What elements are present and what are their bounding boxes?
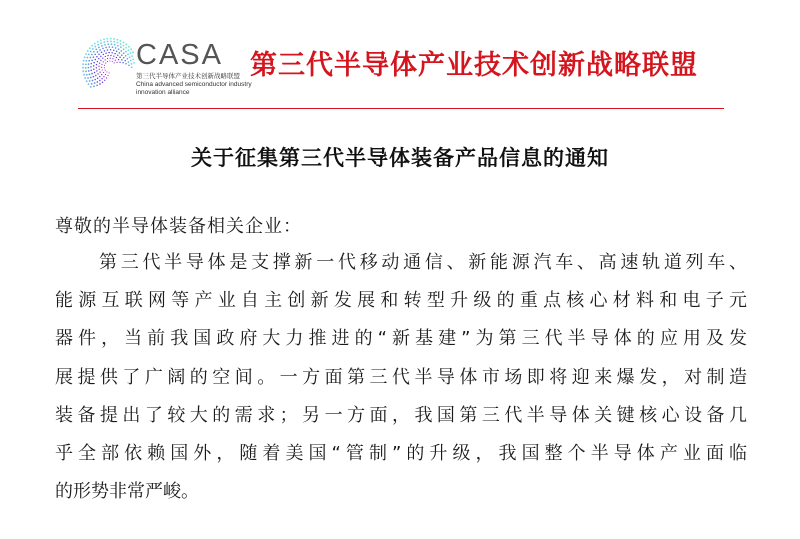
logo-dot [95, 59, 97, 61]
logo-dot [104, 65, 105, 66]
logo-dot [105, 74, 106, 75]
logo-dot [102, 69, 103, 70]
logo-dot [131, 63, 133, 65]
logo-dot [97, 41, 99, 43]
logo-dot [114, 62, 115, 63]
logo-dot [130, 48, 132, 50]
logo-dot [125, 47, 127, 49]
document-title: 关于征集第三代半导体装备产品信息的通知 [191, 146, 609, 170]
logo-dot [87, 50, 89, 52]
logo-dot [111, 43, 113, 45]
logo-dot [99, 71, 100, 72]
logo-dot [105, 53, 106, 54]
logo-dot [96, 67, 97, 68]
logo-dot [91, 59, 93, 61]
logo-dot [132, 51, 134, 53]
logo-dot [108, 52, 109, 53]
logo-dot [98, 54, 100, 56]
logo-dot [103, 72, 104, 73]
logo-dot [120, 40, 122, 42]
logo-dot [87, 77, 89, 79]
logo-dot [93, 65, 95, 67]
logo-dot [130, 60, 132, 62]
logo-dot [119, 62, 120, 63]
logo-dot [90, 63, 92, 65]
body-paragraph [55, 248, 747, 515]
logo-dot [85, 67, 87, 69]
logo-dot [93, 62, 95, 64]
logo-dot [97, 44, 99, 46]
logo-dot [97, 51, 99, 53]
logo-dot [93, 51, 95, 53]
logo-dot [96, 56, 98, 58]
logo-dot [101, 74, 102, 75]
logo-dot [110, 55, 111, 56]
logo-dot [110, 38, 112, 40]
logo-dot [121, 54, 123, 56]
logo-dot [94, 43, 96, 45]
logo-dot [106, 77, 107, 78]
logo-dot [97, 73, 98, 74]
logo-dot [94, 46, 96, 48]
logo-dot [91, 45, 93, 47]
paragraph-line: 的形势非常严峻。 [55, 481, 199, 503]
logo-dot [98, 47, 100, 49]
logo-dot [114, 53, 115, 54]
logo-dot [112, 46, 114, 48]
logo-dot [90, 69, 92, 71]
logo-dot [94, 79, 96, 81]
logo-dot [91, 83, 93, 85]
logo-dot [99, 63, 100, 64]
logo-dot [88, 54, 90, 56]
logo-dot [113, 38, 115, 40]
logo-dot [112, 61, 113, 62]
logo-dot [97, 81, 99, 83]
logo-dot [82, 63, 84, 65]
paragraph-line: 第三代半导体是支撑新一代移动通信、新能源汽车、高速轨道列车、 [99, 252, 747, 273]
logo-dot [125, 55, 127, 57]
logo-dot [85, 70, 87, 72]
logo-dot [88, 63, 90, 65]
logo-dot [99, 76, 100, 77]
logo-dot [109, 72, 110, 73]
logo-dot [125, 63, 127, 65]
logo-dot [101, 78, 102, 79]
logo-dot [100, 39, 102, 41]
logo-dot [116, 57, 117, 58]
logo-dot [123, 41, 125, 43]
logo-dot [104, 67, 105, 68]
logo-dot [104, 50, 106, 52]
logo-dot [123, 52, 125, 54]
logo-dot [128, 49, 130, 51]
logo-dot [91, 73, 93, 75]
logo-dot [83, 74, 85, 76]
logo-dot [129, 56, 131, 58]
logo-dot [99, 80, 101, 82]
logo-dot [115, 47, 117, 49]
logo-dot [130, 52, 132, 54]
logo-dot [117, 45, 119, 47]
logo-dot [128, 65, 130, 67]
logo-dot [107, 58, 108, 59]
logo-dot [96, 64, 97, 65]
logo-subtitle-en-2: innovation alliance [136, 89, 190, 96]
logo-dot [97, 77, 99, 79]
logo-dot [133, 62, 135, 64]
logo-dot [100, 42, 102, 44]
logo-dot [102, 58, 103, 59]
logo-dot [105, 59, 106, 60]
logo-dot [89, 47, 91, 49]
logo-dot [110, 41, 112, 43]
logo-dot [85, 63, 87, 65]
logo-dot [103, 54, 104, 55]
logo-dot [89, 80, 91, 82]
salutation: 尊敬的半导体装备相关企业： [55, 216, 302, 237]
logo-dot [88, 83, 90, 85]
logo-dot [107, 41, 109, 43]
logo-dot [105, 47, 107, 49]
logo-dot [94, 82, 96, 84]
logo-dot [107, 49, 109, 51]
logo-dot [132, 59, 134, 61]
logo-dot [91, 54, 93, 56]
logo-dot [101, 64, 102, 65]
logo-dot [128, 46, 130, 48]
logo-dot [117, 42, 119, 44]
logo-dot [88, 67, 90, 69]
logo-dot [125, 43, 127, 45]
logo-dot [105, 56, 106, 57]
logo-subtitle-en-1: China advanced semiconductor industry [136, 81, 252, 88]
logo-dot [116, 39, 118, 41]
logo-dot [106, 38, 108, 40]
logo-dot [106, 71, 107, 72]
logo-dot [113, 49, 115, 51]
header-divider [78, 108, 724, 109]
logo-dot [100, 60, 101, 61]
logo-dot [111, 52, 112, 53]
logo-dot [107, 43, 109, 45]
logo-dot [85, 60, 87, 62]
logo-dot [86, 57, 88, 59]
logo-dot [113, 55, 114, 56]
logo-dot [101, 45, 103, 47]
logo-dot [121, 50, 123, 52]
logo-dot [120, 46, 122, 48]
logo-dot [97, 61, 98, 62]
logo-dot [94, 72, 96, 74]
logo-dot [89, 73, 91, 75]
letterhead [0, 0, 800, 112]
paragraph-line: 乎全部依赖国外，随着美国“管制”的升级，我国整个半导体产业面临 [55, 442, 747, 464]
logo-name: CASA [136, 39, 223, 71]
logo-dot [102, 82, 104, 84]
paragraph-line: 器件，当前我国政府大力推进的“新基建”为第三代半导体的应用及发 [55, 328, 747, 350]
paragraph-line: 展提供了广阔的空间。一方面第三代半导体市场即将迎来爆发，对制造 [55, 366, 747, 388]
logo-dot [104, 44, 106, 46]
paragraph-line: 装备提出了较大的需求；另一方面，我国第三代半导体关键核心设备几 [55, 404, 747, 426]
logo-dot [99, 69, 100, 70]
logo-dot [124, 60, 126, 62]
logo-dot [128, 61, 130, 63]
logo-dot [92, 48, 94, 50]
logo-dot [123, 57, 125, 59]
logo-dot [83, 60, 85, 62]
logo-dot [90, 86, 92, 88]
logo-dot [103, 38, 105, 40]
logo-dot [118, 48, 120, 50]
logo-dot [82, 70, 84, 72]
paragraph-line: 能源互联网等产业自主创新发展和转型升级的重点核心材料和电子元 [55, 290, 747, 312]
logo-dot [101, 52, 103, 54]
logo-dot [113, 41, 115, 43]
logo-dot [123, 48, 125, 50]
logo-dot [117, 54, 118, 55]
logo-dot [110, 58, 111, 59]
logo-dot [105, 63, 106, 64]
logo-dot [98, 58, 99, 59]
logo-dot [104, 80, 105, 81]
logo-dot [103, 41, 105, 43]
logo-dot [90, 66, 92, 68]
logo-dot [90, 77, 92, 79]
logo-dot [86, 80, 88, 82]
logo-dot [98, 66, 99, 67]
logo-dot [122, 62, 123, 63]
logo-dot [119, 52, 121, 54]
logo-dot [131, 66, 133, 68]
logo-dot [103, 61, 104, 62]
logo-subtitle-cn: 第三代半导体产业技术创新战略联盟 [136, 73, 240, 80]
logo-dot [103, 76, 104, 77]
logo-dot [109, 60, 110, 61]
logo-dot [110, 49, 112, 51]
logo-dot [105, 70, 106, 71]
logo-dot [121, 59, 122, 60]
logo-dot [95, 75, 97, 77]
logo-dot [115, 60, 116, 61]
logo-dot [112, 58, 113, 59]
logo-dot [116, 51, 118, 53]
logo-dot [102, 48, 104, 50]
logo-dot [114, 44, 116, 46]
logo-dot [99, 49, 101, 51]
casa-logo [80, 36, 255, 98]
globe-dots-icon [80, 36, 136, 98]
logo-dot [94, 54, 96, 56]
logo-dot [100, 56, 101, 57]
logo-dot [88, 60, 90, 62]
logo-dot [95, 49, 97, 51]
logo-dot [107, 55, 108, 56]
logo-dot [119, 57, 120, 58]
logo-dot [84, 77, 86, 79]
logo-dot [101, 67, 102, 68]
logo-dot [85, 53, 87, 55]
logo-dot [90, 51, 92, 53]
logo-dot [82, 67, 84, 69]
logo-dot [123, 45, 125, 47]
logo-dot [96, 84, 98, 86]
organization-name: 第三代半导体产业技术创新战略联盟 [250, 50, 698, 81]
logo-dot [116, 62, 117, 63]
logo-dot [89, 57, 91, 59]
logo-dot [127, 58, 129, 60]
logo-dot [93, 76, 95, 78]
logo-dot [107, 75, 108, 76]
logo-dot [118, 59, 119, 60]
logo-dot [88, 70, 90, 72]
logo-dot [93, 68, 95, 70]
logo-dot [86, 74, 88, 76]
logo-dot [92, 80, 94, 82]
logo-dot [93, 85, 95, 87]
logo-dot [127, 53, 129, 55]
logo-dot [108, 46, 110, 48]
logo-dot [99, 83, 101, 85]
logo-dot [107, 61, 108, 62]
logo-dot [120, 43, 122, 45]
logo-dot [93, 56, 95, 58]
logo-dot [125, 51, 127, 53]
logo-dot [131, 55, 133, 57]
logo-dot [84, 56, 86, 58]
logo-dot [96, 70, 97, 71]
